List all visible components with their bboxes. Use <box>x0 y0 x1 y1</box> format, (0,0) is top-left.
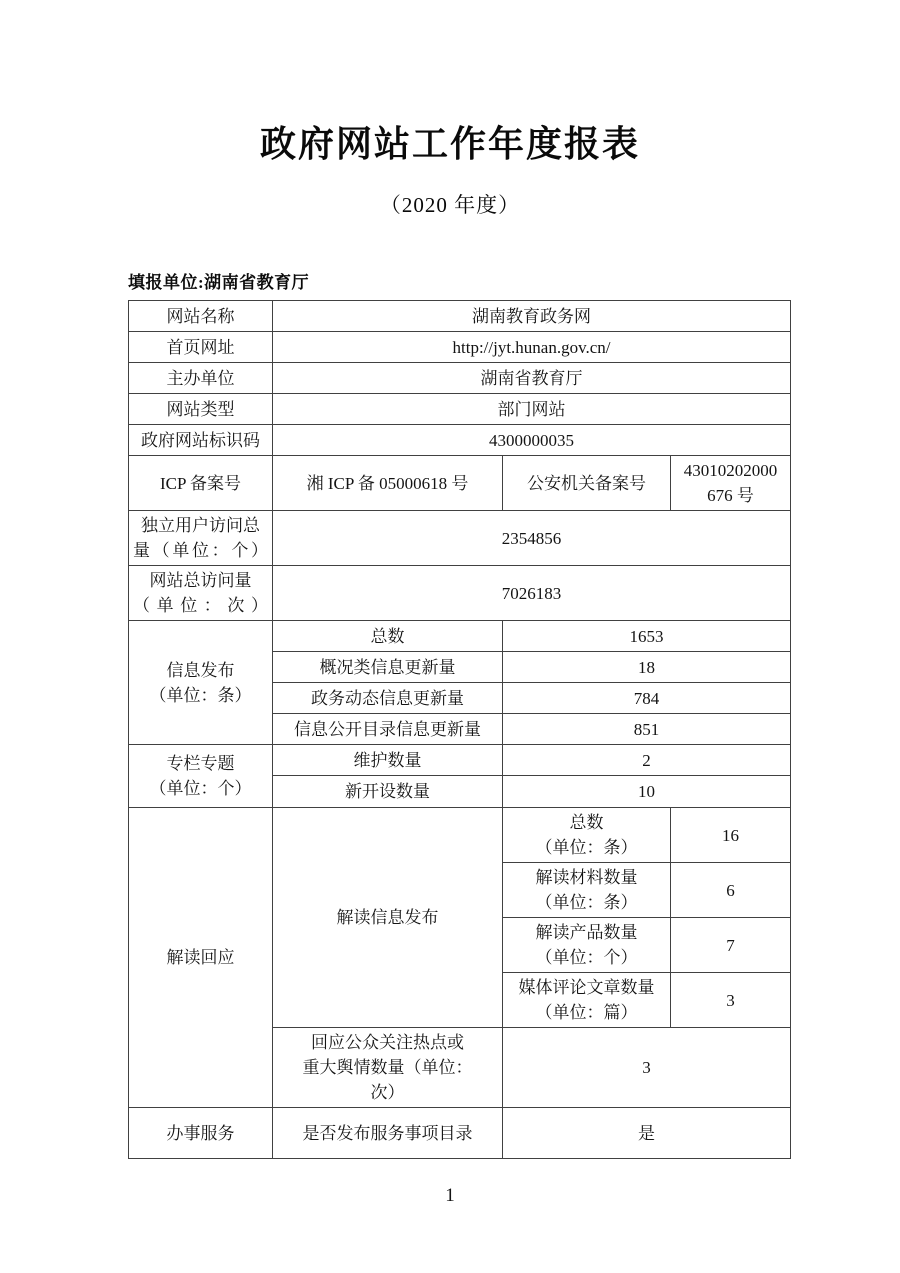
info-release-label-line1: 信息发布 <box>166 660 235 680</box>
unique-visitors-value: 2354856 <box>273 511 791 566</box>
special-columns-section-label <box>129 745 273 808</box>
media-comments-label-line1: 媒体评论文章数量 <box>518 978 655 997</box>
table-row <box>129 621 791 652</box>
site-id-value: 4300000035 <box>273 425 791 456</box>
table-row <box>129 745 791 776</box>
interp-materials-value: 6 <box>671 863 791 918</box>
table-row <box>129 394 791 425</box>
services-section-label: 办事服务 <box>129 1108 273 1159</box>
interp-total-label <box>503 808 671 863</box>
sponsor-unit-value: 湖南省教育厅 <box>273 363 791 394</box>
interp-total-label-line2: （单位：条） <box>535 838 638 857</box>
site-id-label: 政府网站标识码 <box>129 425 273 456</box>
reporting-unit-label: 填报单位:湖南省教育厅 <box>128 273 310 292</box>
site-type-value: 部门网站 <box>273 394 791 425</box>
page-subtitle: （2020 年度） <box>379 193 521 217</box>
table-row <box>129 301 791 332</box>
homepage-url-value: http://jyt.hunan.gov.cn/ <box>273 332 791 363</box>
table-row <box>129 363 791 394</box>
public-response-label <box>273 1028 503 1108</box>
icp-label: ICP 备案号 <box>129 456 273 511</box>
public-response-label-line2: 重大舆情数量（单位： <box>302 1058 473 1077</box>
info-total-value: 1653 <box>503 621 791 652</box>
interp-materials-label-line1: 解读材料数量 <box>535 868 638 887</box>
overview-updates-label: 概况类信息更新量 <box>273 652 503 683</box>
interp-products-label <box>503 918 671 973</box>
interp-products-value: 7 <box>671 918 791 973</box>
security-record-value-line2: 676 号 <box>707 486 754 505</box>
page-number: 1 <box>445 1185 455 1206</box>
sponsor-unit-label: 主办单位 <box>129 363 273 394</box>
info-release-section-label <box>129 621 273 745</box>
site-type-label: 网站类型 <box>129 394 273 425</box>
info-release-label-line2: （单位：条） <box>149 685 252 705</box>
maintained-count-label: 维护数量 <box>273 745 503 776</box>
open-directory-updates-label: 信息公开目录信息更新量 <box>273 714 503 745</box>
interpretation-publish-label: 解读信息发布 <box>273 808 503 1028</box>
newly-opened-count-value: 10 <box>503 776 791 808</box>
table-row <box>129 456 791 511</box>
public-response-value: 3 <box>503 1028 791 1108</box>
homepage-url-label: 首页网址 <box>129 332 273 363</box>
security-record-value-line1: 43010202000 <box>683 461 778 480</box>
info-total-label: 总数 <box>273 621 503 652</box>
site-name-label: 网站名称 <box>129 301 273 332</box>
gov-news-updates-label: 政务动态信息更新量 <box>273 683 503 714</box>
unique-visitors-label: 独立用户访问总量（单位：个） <box>129 511 273 566</box>
interpretation-section-label: 解读回应 <box>129 808 273 1108</box>
gov-news-updates-value: 784 <box>503 683 791 714</box>
maintained-count-value: 2 <box>503 745 791 776</box>
media-comments-label-line2: （单位：篇） <box>535 1003 638 1022</box>
total-visits-label: 网站总访问量（单位：次） <box>129 566 273 621</box>
table-row <box>129 808 791 863</box>
interp-products-label-line2: （单位：个） <box>535 948 638 967</box>
public-response-label-line3: 次） <box>370 1083 405 1102</box>
open-directory-updates-value: 851 <box>503 714 791 745</box>
icp-value: 湘 ICP 备 05000618 号 <box>273 456 503 511</box>
interp-products-label-line1: 解读产品数量 <box>535 923 638 942</box>
interp-materials-label-line2: （单位：条） <box>535 893 638 912</box>
interp-total-label-line1: 总数 <box>569 813 604 832</box>
security-record-label: 公安机关备案号 <box>503 456 671 511</box>
newly-opened-count-label: 新开设数量 <box>273 776 503 808</box>
annual-report-table <box>128 300 791 1159</box>
site-name-value: 湖南教育政务网 <box>273 301 791 332</box>
table-row <box>129 332 791 363</box>
media-comments-label <box>503 973 671 1028</box>
table-row <box>129 566 791 621</box>
table-row <box>129 425 791 456</box>
media-comments-value: 3 <box>671 973 791 1028</box>
security-record-value <box>671 456 791 511</box>
service-directory-label: 是否发布服务事项目录 <box>273 1108 503 1159</box>
public-response-label-line1: 回应公众关注热点或 <box>311 1033 464 1052</box>
special-columns-label-line1: 专栏专题 <box>166 754 235 773</box>
interp-materials-label <box>503 863 671 918</box>
service-directory-value: 是 <box>503 1108 791 1159</box>
table-row <box>129 511 791 566</box>
special-columns-label-line2: （单位：个） <box>149 779 252 798</box>
total-visits-value: 7026183 <box>273 566 791 621</box>
page-title: 政府网站工作年度报表 <box>259 123 640 164</box>
interp-total-value: 16 <box>671 808 791 863</box>
overview-updates-value: 18 <box>503 652 791 683</box>
table-row <box>129 1108 791 1159</box>
